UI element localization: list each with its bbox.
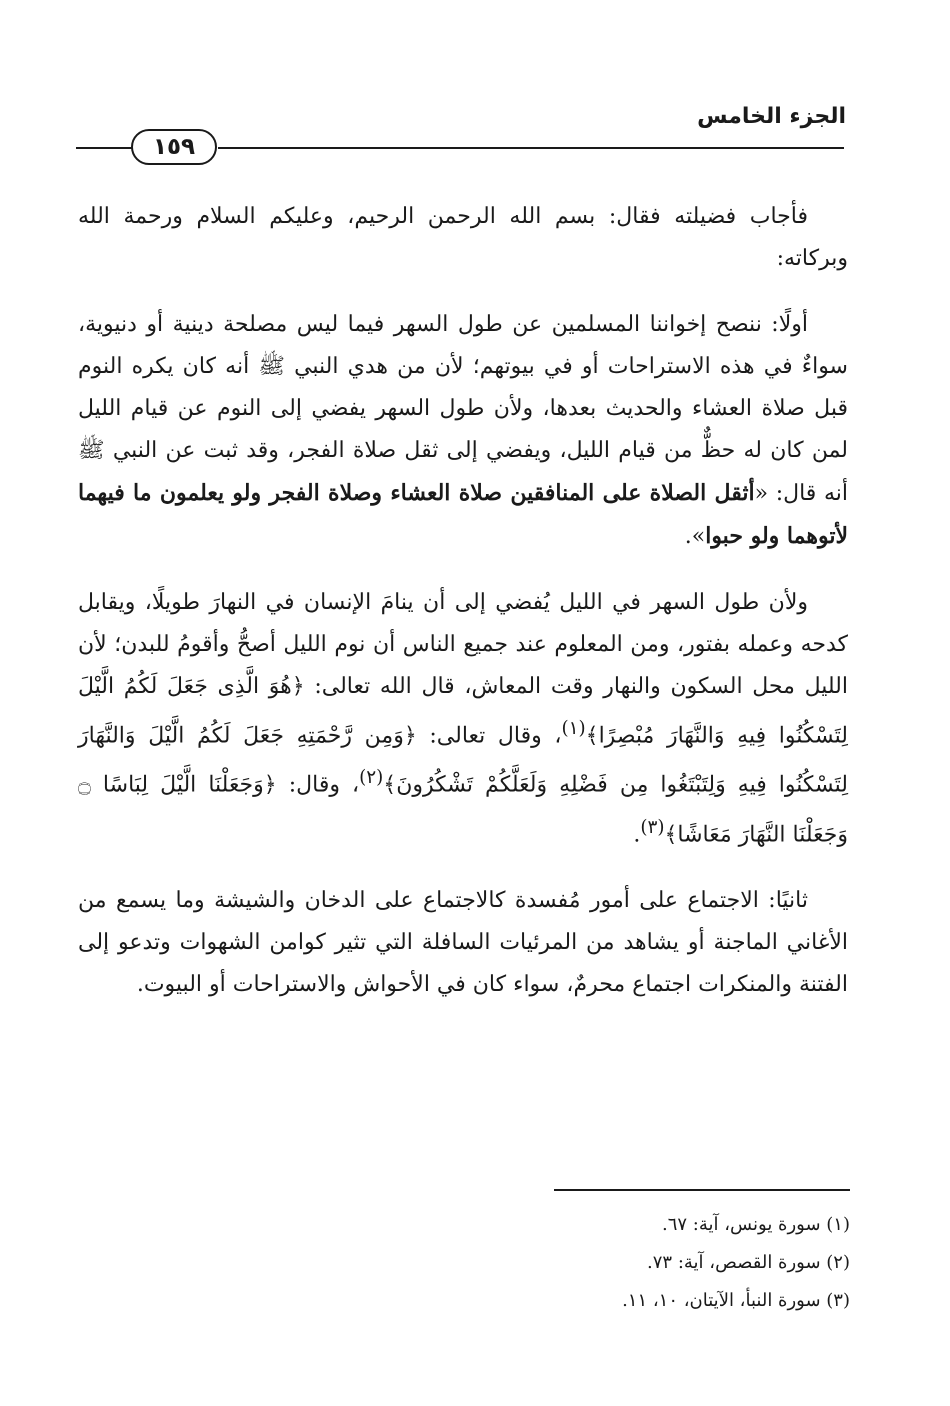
header-rule-right (218, 147, 844, 149)
paragraph-second-point: ثانيًا: الاجتماع على أمور مُفسدة كالاجتماع على الدخان والشيشة وما يسمع من الأغاني الماجنة أو يشاهد من المرئيات السافلة التي تثير كوامن الشهوات وتدعو إلى الفتنة والمنكرات اجتماع محرمٌ، سواء كان في الأحواش والاستراحات أو البيوت. (78, 887, 848, 997)
paragraph-reply: فأجاب فضيلته فقال: بسم الله الرحمن الرحيم، وعليكم السلام ورحمة الله وبركاته: (78, 204, 848, 271)
connector-1: ، وقال تعالى: (416, 723, 562, 749)
footnote-separator (554, 1189, 850, 1191)
quran-verse-3: ﴿وَجَعَلْنَا الَّيْلَ لِبَاسًا ۝ وَجَعَلْنَا النَّهَارَ مَعَاشًا﴾ (78, 772, 848, 847)
main-text (78, 196, 848, 1030)
hadith-quote-close: ». (684, 524, 706, 549)
footnote-item: (١) سورة يونس، آية: ٦٧. (662, 1214, 850, 1235)
footnote-ref-1: (١) (561, 718, 586, 739)
header-rule-left (76, 147, 132, 149)
footnote-item: (٣) سورة النبأ، الآيتان، ١٠، ١١. (622, 1290, 850, 1311)
connector-2: ، وقال: (276, 772, 360, 798)
quran-verse-2: ﴿وَمِن رَّحْمَتِهِ جَعَلَ لَكُمُ الَّيْلَ وَالنَّهَارَ لِتَسْكُنُوا فِيهِ وَلِتَبْتَغُوا مِن فَضْلِهِ وَلَعَلَّكُمْ تَشْكُرُونَ﴾ (78, 723, 849, 798)
footnote-ref-2: (٢) (359, 767, 384, 789)
paragraph-first-point-text: أولًا: ننصح إخواننا المسلمين عن طول السهر فيما ليس مصلحة دينية أو دنيوية، سواءٌ في هذه الاستراحات أو في بيوتهم؛ لأن من هدي النبي ﷺ أنه كان يكره النوم قبل صلاة العشاء والحديث بعدها، ولأن طول السهر يفضي إلى النوم عن قيام الليل لمن كان له حظٌّ من قيام الليل، ويفضي إلى ثقل صلاة الفجر، وقد ثبت عن النبي ﷺ أنه قال: « (78, 312, 848, 506)
paragraph-night-sleep (78, 582, 848, 856)
running-title: الجزء الخامس (697, 104, 846, 129)
footnote-ref-3: (٣) (640, 816, 665, 838)
hadith-quote: أثقل الصلاة على المنافقين صلاة العشاء وصلاة الفجر ولو يعلمون ما فيهما لأتوهما ولو حبوا (78, 480, 848, 549)
paragraph-night-sleep-text: ولأن طول السهر في الليل يُفضي إلى أن ينامَ الإنسان في النهارَ طويلًا، ويقابل كدحه وعمله بفتور، ومن المعلوم عند جميع الناس أن نوم الليل أصحُّ وأقومُ للبدن؛ لأن الليل محل السكون والنهار وقت المعاش، قال الله تعالى: (78, 590, 848, 699)
quran-verse-1: ﴿هُوَ الَّذِى جَعَلَ لَكُمُ الَّيْلَ لِتَسْكُنُوا فِيهِ وَالنَّهَارَ مُبْصِرًا﴾ (78, 674, 848, 749)
page-number-badge: ١٥٩ (131, 129, 217, 165)
paragraph-end-mark: . (633, 821, 641, 847)
footnote-item: (٢) سورة القصص، آية: ٧٣. (647, 1252, 850, 1273)
footnotes-list (450, 1206, 850, 1320)
paragraph-first-point (78, 304, 848, 558)
